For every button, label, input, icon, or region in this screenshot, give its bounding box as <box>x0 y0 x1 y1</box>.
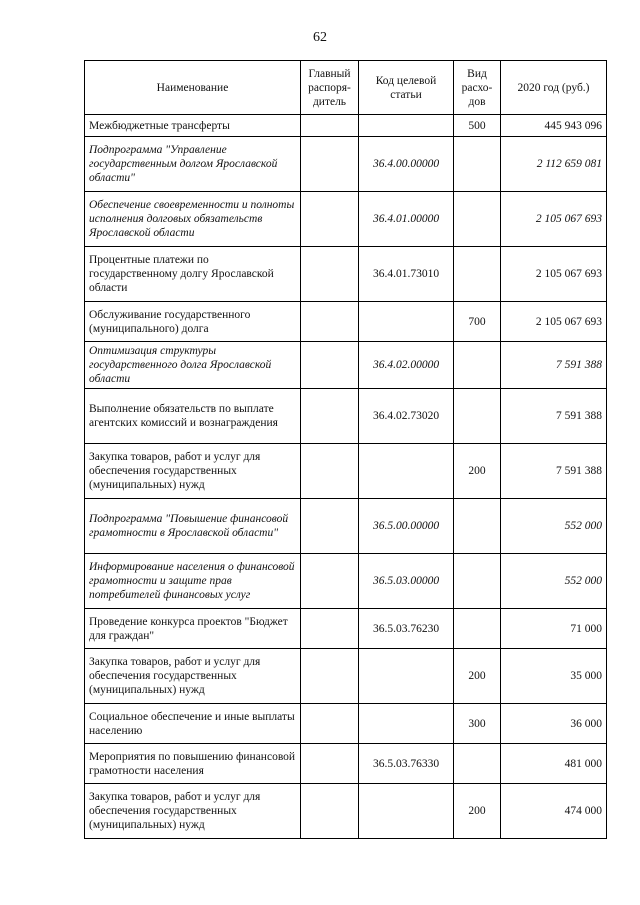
cell-name: Социальное обеспечение и иные выплаты населению <box>85 704 301 744</box>
cell-amount: 552 000 <box>501 499 607 554</box>
cell-amount: 552 000 <box>501 554 607 609</box>
cell-amount: 474 000 <box>501 784 607 839</box>
cell-type: 300 <box>454 704 501 744</box>
cell-type <box>454 137 501 192</box>
header-admin: Главный распоря-дитель <box>301 61 359 115</box>
cell-type <box>454 247 501 302</box>
cell-type: 700 <box>454 302 501 342</box>
table-row <box>85 609 607 649</box>
cell-admin <box>301 784 359 839</box>
cell-type: 500 <box>454 115 501 137</box>
cell-admin <box>301 444 359 499</box>
cell-code: 36.4.01.00000 <box>359 192 454 247</box>
header-amount: 2020 год (руб.) <box>501 61 607 115</box>
cell-amount: 445 943 096 <box>501 115 607 137</box>
cell-admin <box>301 115 359 137</box>
cell-amount: 36 000 <box>501 704 607 744</box>
table-row <box>85 744 607 784</box>
cell-name: Обеспечение своевременности и полноты исполнения долговых обязательств Ярославской области <box>85 192 301 247</box>
cell-type <box>454 342 501 389</box>
cell-amount: 35 000 <box>501 649 607 704</box>
cell-type <box>454 744 501 784</box>
cell-admin <box>301 137 359 192</box>
cell-amount: 7 591 388 <box>501 342 607 389</box>
cell-code: 36.4.02.73020 <box>359 389 454 444</box>
cell-admin <box>301 389 359 444</box>
table-row <box>85 444 607 499</box>
cell-code: 36.5.03.76230 <box>359 609 454 649</box>
cell-name: Обслуживание государственного (муниципального) долга <box>85 302 301 342</box>
cell-admin <box>301 609 359 649</box>
header-code: Код целевой статьи <box>359 61 454 115</box>
cell-amount: 7 591 388 <box>501 389 607 444</box>
cell-amount: 2 105 067 693 <box>501 247 607 302</box>
table-row <box>85 342 607 389</box>
cell-amount: 71 000 <box>501 609 607 649</box>
table-row <box>85 704 607 744</box>
cell-name: Проведение конкурса проектов "Бюджет для граждан" <box>85 609 301 649</box>
cell-type <box>454 389 501 444</box>
cell-amount: 2 105 067 693 <box>501 302 607 342</box>
cell-admin <box>301 649 359 704</box>
table-row <box>85 137 607 192</box>
cell-admin <box>301 342 359 389</box>
cell-type <box>454 554 501 609</box>
cell-admin <box>301 302 359 342</box>
cell-name: Закупка товаров, работ и услуг для обеспечения государственных (муниципальных) нужд <box>85 649 301 704</box>
cell-code: 36.4.01.73010 <box>359 247 454 302</box>
cell-code <box>359 444 454 499</box>
cell-amount: 2 105 067 693 <box>501 192 607 247</box>
cell-code: 36.4.02.00000 <box>359 342 454 389</box>
cell-code <box>359 302 454 342</box>
budget-table <box>84 60 607 839</box>
cell-code: 36.5.03.00000 <box>359 554 454 609</box>
table-row <box>85 302 607 342</box>
cell-code: 36.4.00.00000 <box>359 137 454 192</box>
table-row <box>85 247 607 302</box>
cell-admin <box>301 744 359 784</box>
cell-type <box>454 609 501 649</box>
table-row <box>85 784 607 839</box>
table-row <box>85 554 607 609</box>
header-type: Вид расхо-дов <box>454 61 501 115</box>
cell-type <box>454 499 501 554</box>
cell-admin <box>301 192 359 247</box>
cell-name: Закупка товаров, работ и услуг для обеспечения государственных (муниципальных) нужд <box>85 784 301 839</box>
cell-name: Подпрограмма "Управление государственным долгом Ярославской области" <box>85 137 301 192</box>
cell-admin <box>301 704 359 744</box>
cell-name: Информирование населения о финансовой грамотности и защите прав потребителей финансовых услуг <box>85 554 301 609</box>
table-row <box>85 115 607 137</box>
cell-type: 200 <box>454 444 501 499</box>
table-header-row <box>85 61 607 115</box>
cell-code <box>359 784 454 839</box>
cell-code <box>359 649 454 704</box>
cell-name: Закупка товаров, работ и услуг для обеспечения государственных (муниципальных) нужд <box>85 444 301 499</box>
table-row <box>85 389 607 444</box>
cell-code: 36.5.03.76330 <box>359 744 454 784</box>
cell-amount: 2 112 659 081 <box>501 137 607 192</box>
cell-name: Мероприятия по повышению финансовой грамотности населения <box>85 744 301 784</box>
cell-name: Межбюджетные трансферты <box>85 115 301 137</box>
cell-type <box>454 192 501 247</box>
table-row <box>85 649 607 704</box>
page-number: 62 <box>313 30 327 45</box>
cell-type: 200 <box>454 649 501 704</box>
table-row <box>85 192 607 247</box>
cell-code: 36.5.00.00000 <box>359 499 454 554</box>
cell-amount: 7 591 388 <box>501 444 607 499</box>
cell-admin <box>301 499 359 554</box>
cell-name: Подпрограмма "Повышение финансовой грамотности в Ярославской области" <box>85 499 301 554</box>
cell-code <box>359 115 454 137</box>
cell-admin <box>301 247 359 302</box>
cell-type: 200 <box>454 784 501 839</box>
cell-name: Процентные платежи по государственному долгу Ярославской области <box>85 247 301 302</box>
cell-code <box>359 704 454 744</box>
cell-admin <box>301 554 359 609</box>
cell-name: Выполнение обязательств по выплате агентских комиссий и вознаграждения <box>85 389 301 444</box>
header-name: Наименование <box>85 61 301 115</box>
table-row <box>85 499 607 554</box>
table-body <box>85 115 607 839</box>
cell-amount: 481 000 <box>501 744 607 784</box>
cell-name: Оптимизация структуры государственного долга Ярославской области <box>85 342 301 389</box>
